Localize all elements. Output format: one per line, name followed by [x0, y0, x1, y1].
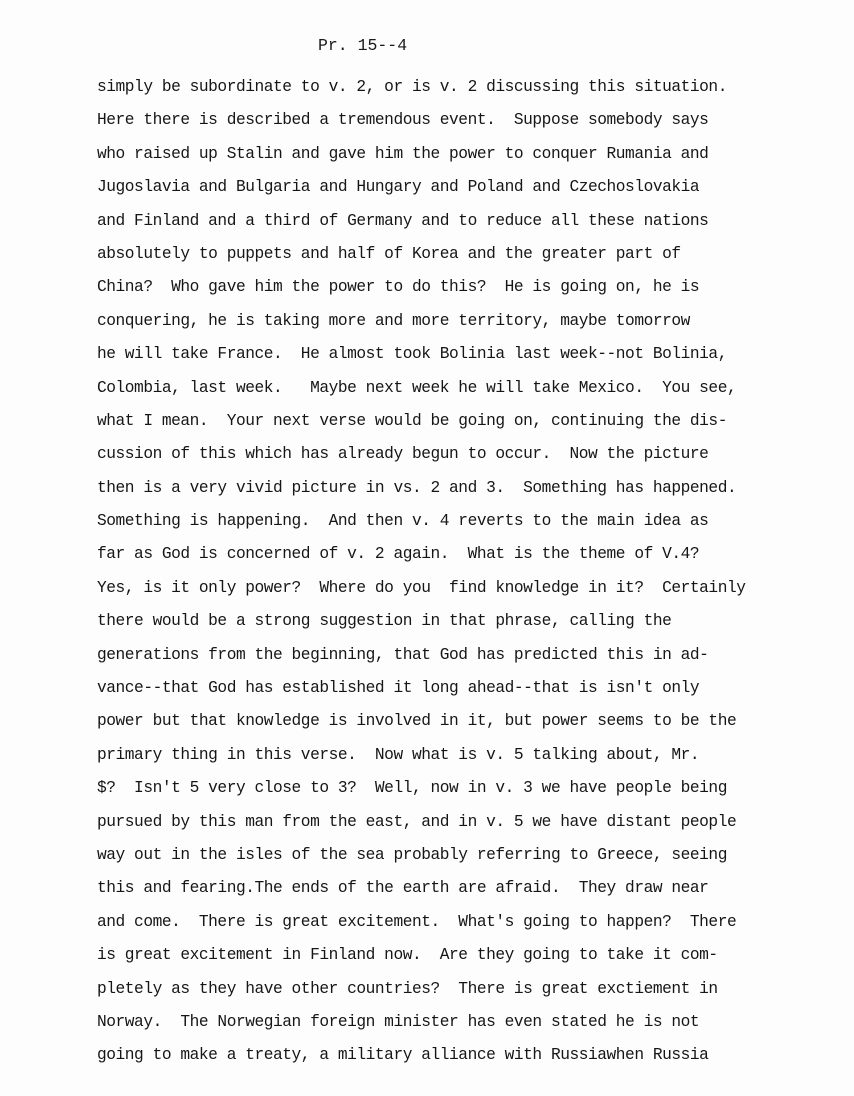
text-line: pletely as they have other countries? There is great exctiement in [97, 979, 718, 998]
body-text [97, 71, 817, 1073]
text-line: Something is happening. And then v. 4 reverts to the main idea as [97, 512, 709, 531]
text-line: and Finland and a third of Germany and to reduce all these nations [97, 211, 709, 230]
text-line: primary thing in this verse. Now what is v. 5 talking about, Mr. [97, 745, 700, 764]
text-line: simply be subordinate to v. 2, or is v. 2 discussing this situation. [97, 78, 727, 96]
text-line: absolutely to puppets and half of Korea and the greater part of [97, 244, 681, 263]
text-line: far as God is concerned of v. 2 again. What is the theme of V.4? [97, 545, 700, 564]
text-line: pursued by this man from the east, and in v. 5 we have distant people [97, 812, 737, 831]
text-line: Colombia, last week. Maybe next week he will take Mexico. You see, [97, 378, 737, 397]
text-line: Norway. The Norwegian foreign minister has even stated he is not [97, 1012, 700, 1031]
text-line: generations from the beginning, that God has predicted this in ad- [97, 645, 709, 664]
text-line: conquering, he is taking more and more territory, maybe tomorrow [97, 311, 690, 330]
text-line: cussion of this which has already begun to occur. Now the picture [97, 445, 709, 464]
page-header: Pr. 15--4 [318, 36, 408, 55]
text-line: China? Who gave him the power to do this? He is going on, he is [97, 278, 700, 297]
text-line: way out in the isles of the sea probably referring to Greece, seeing [97, 845, 727, 864]
text-line: is great excitement in Finland now. Are they going to take it com- [97, 946, 718, 965]
text-line: who raised up Stalin and gave him the power to conquer Rumania and [97, 144, 709, 163]
text-line: he will take France. He almost took Bolinia last week--not Bolinia, [97, 345, 727, 364]
text-line: Here there is described a tremendous event. Suppose somebody says [97, 111, 709, 130]
text-line: and come. There is great excitement. What's going to happen? There [97, 912, 737, 931]
text-line: then is a very vivid picture in vs. 2 and 3. Something has happened. [97, 478, 737, 497]
text-line: Yes, is it only power? Where do you find knowledge in it? Certainly [97, 578, 746, 597]
text-line: this and fearing.The ends of the earth are afraid. They draw near [97, 879, 709, 898]
text-line: vance--that God has established it long ahead--that is isn't only [97, 679, 700, 698]
text-line: going to make a treaty, a military alliance with Russiawhen Russia [97, 1046, 709, 1065]
text-line: power but that knowledge is involved in it, but power seems to be the [97, 712, 737, 731]
text-line: what I mean. Your next verse would be going on, continuing the dis- [97, 411, 727, 430]
text-line: $? Isn't 5 very close to 3? Well, now in v. 3 we have people being [97, 779, 727, 798]
text-line: Jugoslavia and Bulgaria and Hungary and Poland and Czechoslovakia [97, 178, 700, 197]
text-line: there would be a strong suggestion in that phrase, calling the [97, 612, 672, 631]
